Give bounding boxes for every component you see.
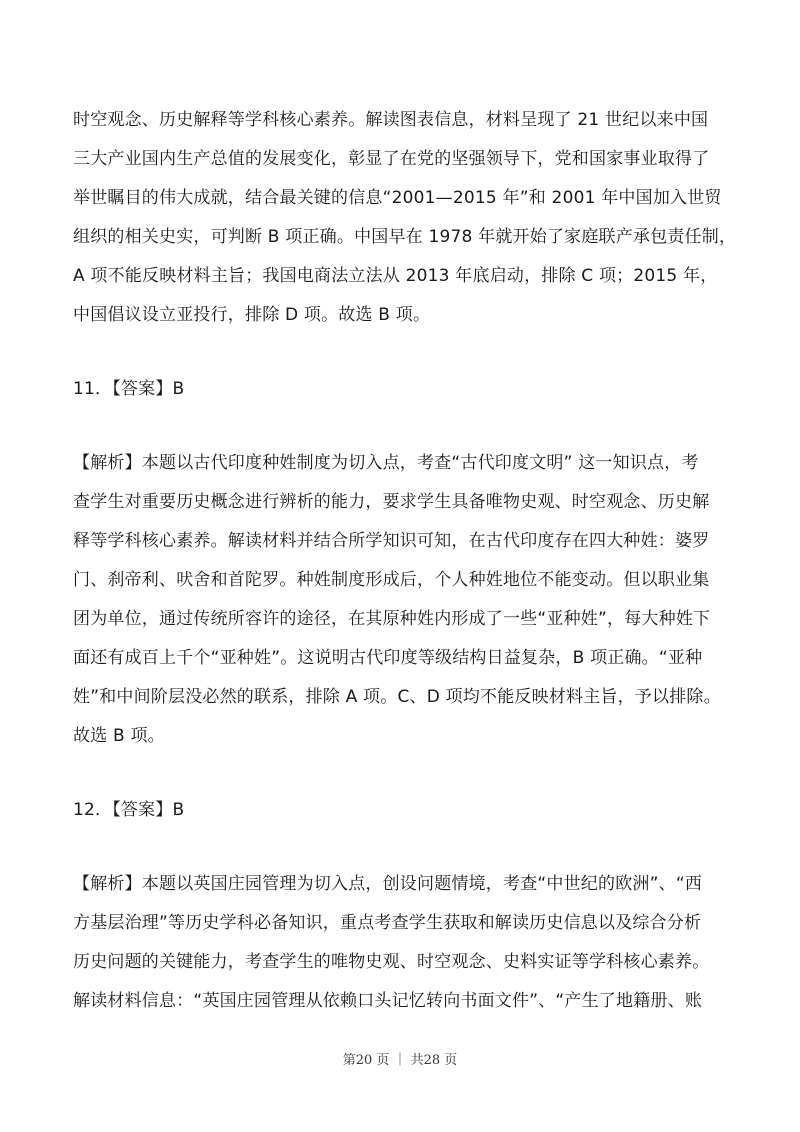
body-line-4: 组织的相关史实，可判断 B 项正确。中国早在 1978 年就开始了家庭联产承包责任制， <box>73 227 737 247</box>
analysis-line-2: 查学生对重要历史概念进行辨析的能力，要求学生具备唯物史观、时空观念、历史解 <box>73 492 710 512</box>
analysis-line-3: 释等学科核心素养。解读材料并结合所学知识可知，在古代印度存在四大种姓：婆罗 <box>73 531 710 551</box>
analysis2-line-1: 【解析】本题以英国庄园管理为切入点，创设问题情境，考查“中世纪的欧洲”、“西 <box>73 874 703 894</box>
body-line-2: 三大产业国内生产总值的发展变化，彰显了在党的坚强领导下，党和国家事业取得了 <box>73 149 710 169</box>
answer-heading-11: 11．【答案】B <box>73 379 185 399</box>
page-footer: 第20 页 ｜ 共28 页 <box>342 1053 458 1068</box>
analysis-line-5: 团为单位，通过传统所容许的途径，在其原种姓内形成了一些“亚种姓”，每大种姓下 <box>73 609 711 629</box>
analysis2-line-2: 方基层治理”等历史学科必备知识，重点考查学生获取和解读历史信息以及综合分析 <box>73 913 702 933</box>
body-line-3: 举世瞩目的伟大成就，结合最关键的信息“2001—2015 年”和 2001 年中国加入世贸 <box>73 188 722 208</box>
analysis-line-1: 【解析】本题以古代印度种姓制度为切入点，考查“古代印度文明” 这一知识点，考 <box>73 453 699 473</box>
analysis-line-8: 故选 B 项。 <box>73 726 165 746</box>
answer-heading-12: 12．【答案】B <box>73 800 185 820</box>
analysis-line-4: 门、刹帝利、吠舍和首陀罗。种姓制度形成后，个人种姓地位不能变动。但以职业集 <box>73 570 710 590</box>
analysis2-line-4: 解读材料信息：“英国庄园管理从依赖口头记忆转向书面文件”、“产生了地籍册、账 <box>73 991 703 1011</box>
body-line-1: 时空观念、历史解释等学科核心素养。解读图表信息，材料呈现了 21 世纪以来中国 <box>73 110 709 130</box>
analysis-line-7: 姓”和中间阶层没必然的联系，排除 A 项。C、D 项均不能反映材料主旨，予以排除。 <box>73 687 721 707</box>
body-line-5: A 项不能反映材料主旨；我国电商法立法从 2013 年底启动，排除 C 项；2015 年， <box>73 266 718 286</box>
analysis2-line-3: 历史问题的关键能力，考查学生的唯物史观、时空观念、史料实证等学科核心素养。 <box>73 952 710 972</box>
analysis-line-6: 面还有成百上千个“亚种姓”。这说明古代印度等级结构日益复杂，B 项正确。“亚种 <box>73 648 703 668</box>
body-line-6: 中国倡议设立亚投行，排除 D 项。故选 B 项。 <box>73 305 431 325</box>
